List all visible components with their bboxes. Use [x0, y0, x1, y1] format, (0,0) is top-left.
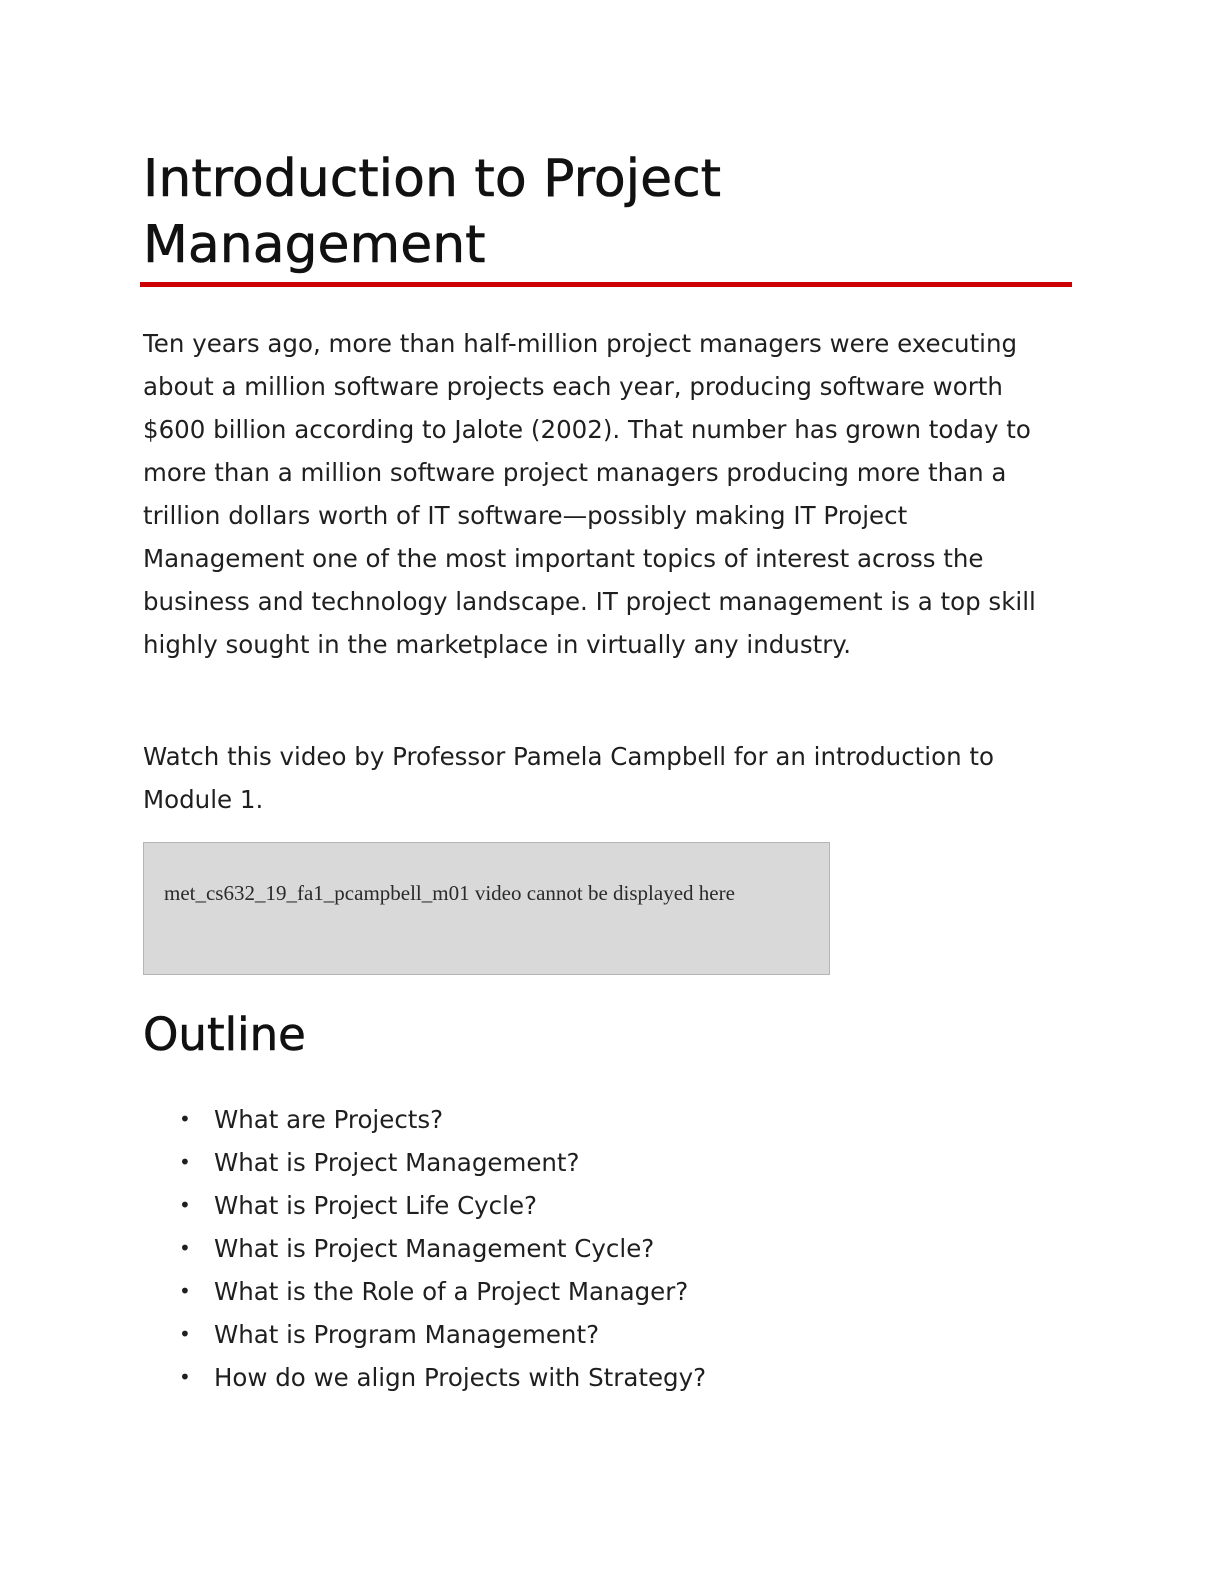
list-item [143, 1270, 706, 1313]
bullet-icon: • [179, 1107, 191, 1131]
intro-paragraph: Ten years ago, more than half-million project managers were executing about a million software projects each year, producing software worth $600 billion according to Jalote (2002). That number has grown today to more than a million software project managers producing more than a trillion dollars worth of IT software—possibly making IT Project Management one of the most important topics of interest across the business and technology landscape. IT project management is a top skill highly sought in the marketplace in virtually any industry. [143, 329, 1036, 659]
list-item-text: What is Project Life Cycle? [214, 1191, 538, 1220]
bullet-icon: • [179, 1193, 191, 1217]
bullet-icon: • [179, 1365, 191, 1389]
list-item [143, 1141, 706, 1184]
video-intro-paragraph: Watch this video by Professor Pamela Campbell for an introduction to Module 1. [143, 742, 994, 814]
video-placeholder[interactable] [143, 842, 830, 975]
list-item-text: What is Project Management Cycle? [214, 1234, 655, 1263]
list-item-text: What is Project Management? [214, 1148, 580, 1177]
bullet-icon: • [179, 1236, 191, 1260]
list-item-text: What is Program Management? [214, 1320, 600, 1349]
video-placeholder-message: met_cs632_19_fa1_pcampbell_m01 video cannot be displayed here [164, 881, 735, 905]
list-item-text: What are Projects? [214, 1105, 444, 1134]
list-item [143, 1184, 706, 1227]
list-item [143, 1227, 706, 1270]
bullet-icon: • [179, 1150, 191, 1174]
outline-heading: Outline [143, 1008, 306, 1061]
list-item [143, 1356, 706, 1399]
bullet-icon: • [179, 1322, 191, 1346]
list-item-text: How do we align Projects with Strategy? [214, 1363, 707, 1392]
list-item [143, 1098, 706, 1141]
list-item-text: What is the Role of a Project Manager? [214, 1277, 689, 1306]
page-title: Introduction to Project Management [143, 149, 722, 275]
outline-list [143, 1098, 706, 1399]
title-underline-rule [140, 282, 1072, 287]
list-item [143, 1313, 706, 1356]
bullet-icon: • [179, 1279, 191, 1303]
